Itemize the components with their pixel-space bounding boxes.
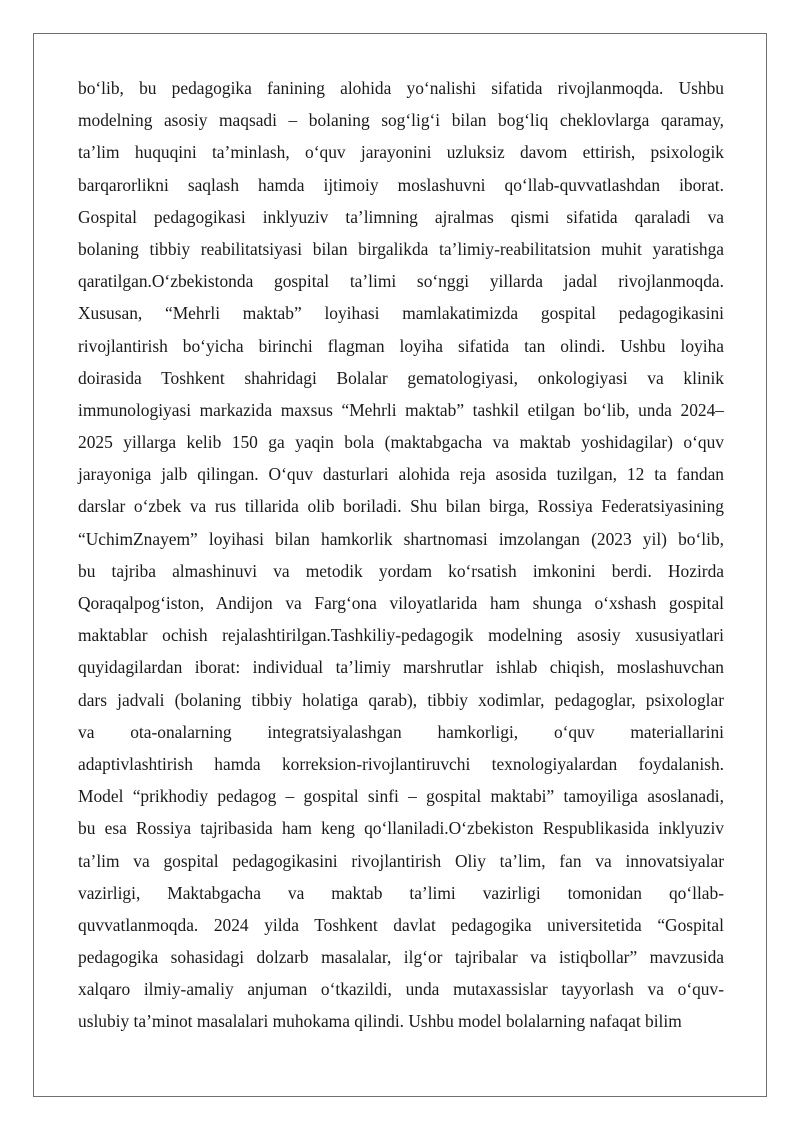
text-line: 2025 yillarga kelib 150 ga yaqin bola (maktabgacha va maktab yoshidagilar) o‘quv xyxy=(78,432,724,453)
text-line: rivojlantirish bo‘yicha birinchi flagman loyiha sifatida tan olindi. Ushbu loyiha xyxy=(78,335,724,356)
text-line: qaratilgan.O‘zbekistonda gospital ta’limi so‘nggi yillarda jadal rivojlanmoqda. xyxy=(78,271,724,292)
text-line: ta’lim va gospital pedagogikasini rivojlantirish Oliy ta’lim, fan va innovatsiyalar xyxy=(78,850,724,871)
text-line: modelning asosiy maqsadi – bolaning sog‘lig‘i bilan bog‘liq cheklovlarga qaramay, xyxy=(78,110,724,131)
text-line: adaptivlashtirish hamda korreksion-rivojlantiruvchi texnologiyalardan foydalanish. xyxy=(78,753,724,774)
text-line: vazirligi, Maktabgacha va maktab ta’limi vazirligi tomonidan qo‘llab- xyxy=(78,882,724,903)
text-line: Gospital pedagogikasi inklyuziv ta’limning ajralmas qismi sifatida qaraladi va xyxy=(78,206,724,227)
text-line: xalqaro ilmiy-amaliy anjuman o‘tkazildi, unda mutaxassislar tayyorlash va o‘quv- xyxy=(78,979,724,1000)
text-line: quyidagilardan iborat: individual ta’limiy marshrutlar ishlab chiqish, moslashuvchan xyxy=(78,657,724,678)
text-line: va ota-onalarning integratsiyalashgan hamkorligi, o‘quv materiallarini xyxy=(78,721,724,742)
text-line: bu tajriba almashinuvi va metodik yordam ko‘rsatish imkonini berdi. Hozirda xyxy=(78,560,724,581)
text-line: pedagogika sohasidagi dolzarb masalalar, ilg‘or tajribalar va istiqbollar” mavzusida xyxy=(78,947,724,968)
text-line: darslar o‘zbek va rus tillarida olib boriladi. Shu bilan birga, Rossiya Federatsiyasining xyxy=(78,496,724,517)
text-line: dars jadvali (bolaning tibbiy holatiga qarab), tibbiy xodimlar, pedagoglar, psixologlar xyxy=(78,689,724,710)
text-line: “UchimZnayem” loyihasi bilan hamkorlik shartnomasi imzolangan (2023 yil) bo‘lib, xyxy=(78,528,724,549)
text-line: Model “prikhodiy pedagog – gospital sinfi – gospital maktabi” tamoyiliga asoslanadi, xyxy=(78,786,724,807)
text-line: bu esa Rossiya tajribasida ham keng qo‘llaniladi.O‘zbekiston Respublikasida inklyuziv xyxy=(78,818,724,839)
text-line: bolaning tibbiy reabilitatsiyasi bilan birgalikda ta’limiy-reabilitatsion muhit yaratishga xyxy=(78,238,724,259)
text-line: Xususan, “Mehrli maktab” loyihasi mamlakatimizda gospital pedagogikasini xyxy=(78,303,724,324)
text-line: jarayoniga jalb qilingan. O‘quv dasturlari alohida reja asosida tuzilgan, 12 ta fandan xyxy=(78,464,724,485)
body-paragraph xyxy=(78,72,724,1038)
text-line: barqarorlikni saqlash hamda ijtimoiy moslashuvni qo‘llab-quvvatlashdan iborat. xyxy=(78,174,724,195)
text-line: immunologiyasi markazida maxsus “Mehrli maktab” tashkil etilgan bo‘lib, unda 2024– xyxy=(78,399,724,420)
text-line: ta’lim huquqini ta’minlash, o‘quv jarayonini uzluksiz davom ettirish, psixologik xyxy=(78,142,724,163)
text-line: quvvatlanmoqda. 2024 yilda Toshkent davlat pedagogika universitetida “Gospital xyxy=(78,914,724,935)
text-line: doirasida Toshkent shahridagi Bolalar gematologiyasi, onkologiyasi va klinik xyxy=(78,367,724,388)
text-line: maktablar ochish rejalashtirilgan.Tashkiliy-pedagogik modelning asosiy xususiyatlari xyxy=(78,625,724,646)
text-line: bo‘lib, bu pedagogika fanining alohida yo‘nalishi sifatida rivojlanmoqda. Ushbu xyxy=(78,78,724,98)
text-line: uslubiy ta’minot masalalari muhokama qilindi. Ushbu model bolalarning nafaqat bilim xyxy=(78,1011,682,1032)
text-line: Qoraqalpog‘iston, Andijon va Farg‘ona viloyatlarida ham shunga o‘xshash gospital xyxy=(78,593,724,613)
